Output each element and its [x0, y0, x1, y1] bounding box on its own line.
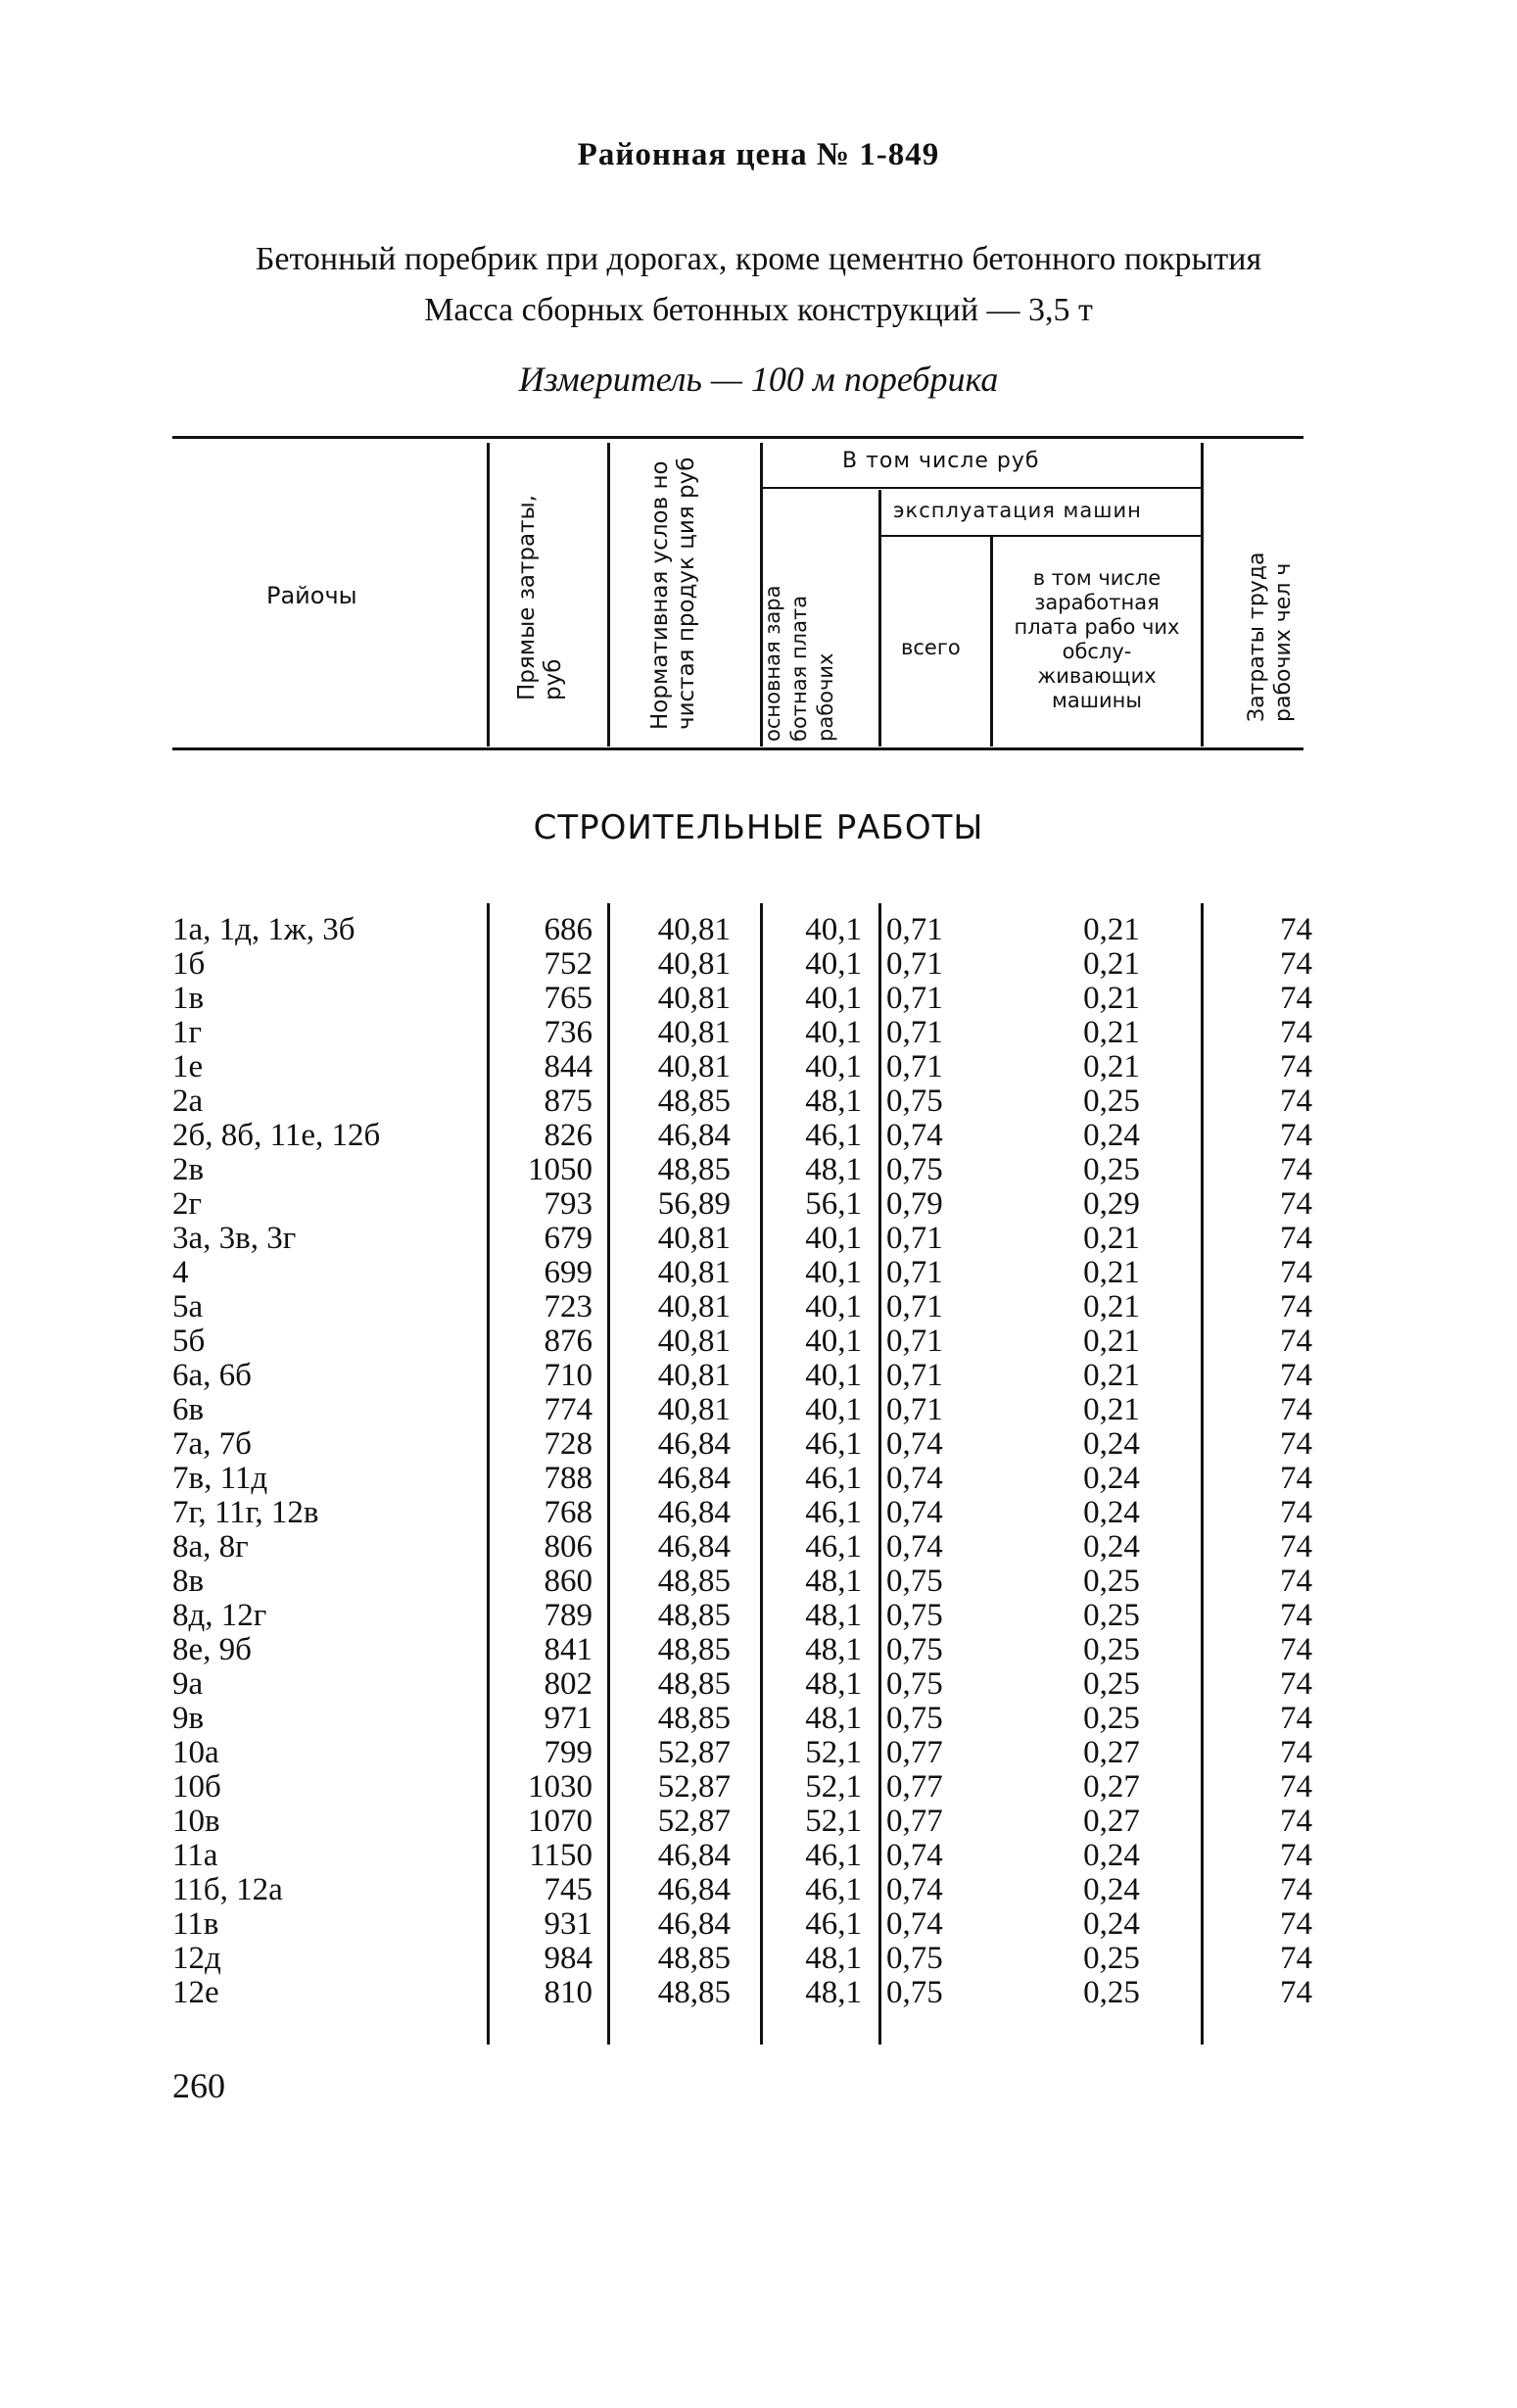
base-wages-cell: 40,1	[805, 1358, 862, 1393]
machine-total-cell: 0,75	[886, 1632, 943, 1667]
machine-total-cell: 0,71	[886, 1289, 943, 1324]
operator-wages-cell: 0,24	[1083, 1426, 1140, 1462]
normative-cell: 46,84	[657, 1426, 731, 1462]
base-wages-cell: 40,1	[805, 1289, 862, 1324]
labor-costs-cell: 74	[1280, 1289, 1312, 1324]
operator-wages-cell: 0,25	[1083, 1941, 1140, 1976]
region-cell: 3а, 3в, 3г	[172, 1221, 297, 1256]
machine-total-cell: 0,74	[886, 1461, 943, 1496]
region-cell: 2а	[172, 1084, 204, 1119]
base-wages-cell: 40,1	[805, 946, 862, 982]
table-row	[0, 1565, 1517, 1599]
table-row	[0, 1496, 1517, 1530]
direct-costs-cell: 826	[544, 1118, 593, 1153]
normative-cell: 40,81	[657, 1255, 731, 1290]
labor-costs-cell: 74	[1280, 1015, 1312, 1050]
machine-total-cell: 0,71	[886, 1392, 943, 1427]
normative-cell: 56,89	[657, 1186, 731, 1222]
base-wages-cell: 52,1	[805, 1804, 862, 1839]
operator-wages-cell: 0,25	[1083, 1701, 1140, 1736]
operator-wages-cell: 0,21	[1083, 1221, 1140, 1256]
subtitle-line-1: Бетонный поребрик при дорогах, кроме цементно бетонного покрытия	[255, 241, 1262, 277]
normative-cell: 48,85	[657, 1598, 731, 1633]
region-cell: 8в	[172, 1564, 205, 1599]
direct-costs-cell: 844	[544, 1049, 593, 1084]
normative-cell: 46,84	[657, 1118, 731, 1153]
machine-total-cell: 0,77	[886, 1769, 943, 1805]
table-header-bottom-rule	[172, 747, 1304, 750]
labor-costs-cell: 74	[1280, 1872, 1312, 1907]
page-number: 260	[172, 2066, 225, 2105]
direct-costs-cell: 799	[544, 1735, 593, 1770]
region-cell: 9а	[172, 1666, 204, 1702]
normative-cell: 40,81	[657, 981, 731, 1016]
region-cell: 11б, 12а	[172, 1872, 283, 1907]
labor-costs-cell: 74	[1280, 1701, 1312, 1736]
region-cell: 2б, 8б, 11е, 12б	[172, 1118, 381, 1153]
table-row	[0, 1805, 1517, 1839]
machine-total-cell: 0,75	[886, 1598, 943, 1633]
base-wages-cell: 46,1	[805, 1529, 862, 1565]
region-cell: 2г	[172, 1186, 203, 1222]
labor-costs-cell: 74	[1280, 1666, 1312, 1702]
header-direct-costs: Прямые затраты, руб	[514, 495, 566, 700]
normative-cell: 40,81	[657, 912, 731, 947]
labor-costs-cell: 74	[1280, 1598, 1312, 1633]
table-row	[0, 1599, 1517, 1633]
table-row	[0, 1667, 1517, 1702]
normative-cell: 46,84	[657, 1872, 731, 1907]
direct-costs-cell: 789	[544, 1598, 593, 1633]
labor-costs-cell: 74	[1280, 1186, 1312, 1222]
machine-total-cell: 0,71	[886, 912, 943, 947]
machine-total-cell: 0,74	[886, 1906, 943, 1942]
normative-cell: 48,85	[657, 1632, 731, 1667]
labor-costs-cell: 74	[1280, 1564, 1312, 1599]
machine-total-cell: 0,74	[886, 1495, 943, 1530]
table-row	[0, 1324, 1517, 1359]
including-underline	[762, 487, 1203, 489]
labor-costs-cell: 74	[1280, 1324, 1312, 1359]
table-row	[0, 1976, 1517, 2010]
labor-costs-cell: 74	[1280, 1221, 1312, 1256]
header-vline-2	[607, 443, 610, 746]
operator-wages-cell: 0,24	[1083, 1118, 1140, 1153]
table-row	[0, 913, 1517, 947]
base-wages-cell: 40,1	[805, 1392, 862, 1427]
machine-total-cell: 0,75	[886, 1975, 943, 2010]
base-wages-cell: 40,1	[805, 1049, 862, 1084]
direct-costs-cell: 768	[544, 1495, 593, 1530]
region-cell: 6а, 6б	[172, 1358, 252, 1393]
base-wages-cell: 46,1	[805, 1906, 862, 1942]
direct-costs-cell: 806	[544, 1529, 593, 1565]
base-wages-cell: 56,1	[805, 1186, 862, 1222]
normative-cell: 46,84	[657, 1838, 731, 1873]
operator-wages-cell: 0,21	[1083, 1358, 1140, 1393]
header-normative-net: Нормативная услов но чистая продук ция руб	[647, 457, 699, 730]
labor-costs-cell: 74	[1280, 1358, 1312, 1393]
labor-costs-cell: 74	[1280, 1495, 1312, 1530]
region-cell: 7г, 11г, 12в	[172, 1495, 319, 1530]
base-wages-cell: 40,1	[805, 1015, 862, 1050]
labor-costs-cell: 74	[1280, 946, 1312, 982]
region-cell: 12д	[172, 1941, 221, 1976]
operator-wages-cell: 0,21	[1083, 946, 1140, 982]
normative-cell: 48,85	[657, 1941, 731, 1976]
base-wages-cell: 40,1	[805, 981, 862, 1016]
labor-costs-cell: 74	[1280, 1049, 1312, 1084]
direct-costs-cell: 802	[544, 1666, 593, 1702]
direct-costs-cell: 1150	[529, 1838, 593, 1873]
section-title: СТРОИТЕЛЬНЫЕ РАБОТЫ	[533, 808, 984, 847]
region-cell: 1г	[172, 1015, 203, 1050]
operator-wages-cell: 0,21	[1083, 1049, 1140, 1084]
table-row	[0, 1256, 1517, 1290]
normative-cell: 48,85	[657, 1152, 731, 1187]
base-wages-cell: 40,1	[805, 912, 862, 947]
machine-total-cell: 0,75	[886, 1941, 943, 1976]
base-wages-cell: 48,1	[805, 1564, 862, 1599]
labor-costs-cell: 74	[1280, 1735, 1312, 1770]
header-vline-5	[990, 537, 993, 746]
region-cell: 2в	[172, 1152, 205, 1187]
machine-total-cell: 0,74	[886, 1872, 943, 1907]
base-wages-cell: 52,1	[805, 1735, 862, 1770]
machine-total-cell: 0,75	[886, 1701, 943, 1736]
region-cell: 8д, 12г	[172, 1598, 267, 1633]
table-row	[0, 1153, 1517, 1187]
operator-wages-cell: 0,21	[1083, 1015, 1140, 1050]
machine-total-cell: 0,71	[886, 946, 943, 982]
region-cell: 5б	[172, 1324, 206, 1359]
region-cell: 8а, 8г	[172, 1529, 249, 1565]
labor-costs-cell: 74	[1280, 1941, 1312, 1976]
direct-costs-cell: 752	[544, 946, 593, 982]
operator-wages-cell: 0,25	[1083, 1152, 1140, 1187]
operator-wages-cell: 0,25	[1083, 1598, 1140, 1633]
normative-cell: 48,85	[657, 1084, 731, 1119]
machine-total-cell: 0,71	[886, 1255, 943, 1290]
direct-costs-cell: 1030	[528, 1769, 593, 1805]
region-cell: 6в	[172, 1392, 205, 1427]
base-wages-cell: 46,1	[805, 1495, 862, 1530]
normative-cell: 46,84	[657, 1906, 731, 1942]
normative-cell: 40,81	[657, 1324, 731, 1359]
normative-cell: 40,81	[657, 1015, 731, 1050]
table-row	[0, 1393, 1517, 1427]
table-row	[0, 1907, 1517, 1942]
labor-costs-cell: 74	[1280, 1769, 1312, 1805]
labor-costs-cell: 74	[1280, 1084, 1312, 1119]
table-row	[0, 947, 1517, 982]
operator-wages-cell: 0,21	[1083, 1289, 1140, 1324]
direct-costs-cell: 728	[544, 1426, 593, 1462]
machine-total-cell: 0,74	[886, 1426, 943, 1462]
table-row	[0, 1427, 1517, 1462]
base-wages-cell: 46,1	[805, 1118, 862, 1153]
base-wages-cell: 48,1	[805, 1941, 862, 1976]
header-including: В том числе руб	[842, 449, 1040, 473]
normative-cell: 52,87	[657, 1735, 731, 1770]
machine-total-cell: 0,75	[886, 1084, 943, 1119]
header-labor-costs: Затраты труда рабочих чел ч	[1245, 552, 1296, 722]
table-row	[0, 1942, 1517, 1976]
normative-cell: 52,87	[657, 1804, 731, 1839]
region-cell: 1а, 1д, 1ж, 3б	[172, 912, 356, 947]
direct-costs-cell: 736	[544, 1015, 593, 1050]
header-vline-1	[487, 443, 490, 746]
normative-cell: 40,81	[657, 1392, 731, 1427]
operator-wages-cell: 0,25	[1083, 1632, 1140, 1667]
operator-wages-cell: 0,24	[1083, 1838, 1140, 1873]
direct-costs-cell: 679	[544, 1221, 593, 1256]
machine-total-cell: 0,71	[886, 1324, 943, 1359]
machine-total-cell: 0,79	[886, 1186, 943, 1222]
subtitle-line-2: Масса сборных бетонных конструкций — 3,5 т	[424, 292, 1093, 328]
header-operator-wages: в том числе заработная плата рабо чих обслу- живающих машины	[1014, 566, 1180, 712]
direct-costs-cell: 971	[544, 1701, 593, 1736]
region-cell: 12е	[172, 1975, 219, 2010]
direct-costs-cell: 745	[544, 1872, 593, 1907]
table-row	[0, 1359, 1517, 1393]
normative-cell: 46,84	[657, 1495, 731, 1530]
operator-wages-cell: 0,27	[1083, 1769, 1140, 1805]
measure-unit: Измеритель — 100 м поребрика	[518, 360, 999, 399]
region-cell: 1б	[172, 946, 206, 982]
operator-wages-cell: 0,24	[1083, 1872, 1140, 1907]
machine-total-cell: 0,71	[886, 1015, 943, 1050]
header-region: Райочы	[266, 582, 357, 609]
operator-wages-cell: 0,24	[1083, 1529, 1140, 1565]
base-wages-cell: 40,1	[805, 1221, 862, 1256]
direct-costs-cell: 810	[544, 1975, 593, 2010]
region-cell: 1в	[172, 981, 205, 1016]
table-row	[0, 1084, 1517, 1119]
table-row	[0, 1839, 1517, 1873]
normative-cell: 40,81	[657, 946, 731, 982]
table-row	[0, 1873, 1517, 1907]
operator-wages-cell: 0,21	[1083, 912, 1140, 947]
base-wages-cell: 46,1	[805, 1838, 862, 1873]
base-wages-cell: 48,1	[805, 1598, 862, 1633]
machine-total-cell: 0,71	[886, 981, 943, 1016]
labor-costs-cell: 74	[1280, 1152, 1312, 1187]
direct-costs-cell: 699	[544, 1255, 593, 1290]
header-vline-4	[878, 490, 881, 746]
base-wages-cell: 48,1	[805, 1701, 862, 1736]
direct-costs-cell: 1050	[528, 1152, 593, 1187]
normative-cell: 48,85	[657, 1564, 731, 1599]
direct-costs-cell: 723	[544, 1289, 593, 1324]
machine-total-cell: 0,74	[886, 1118, 943, 1153]
header-vline-6	[1201, 443, 1204, 746]
direct-costs-cell: 1070	[528, 1804, 593, 1839]
labor-costs-cell: 74	[1280, 1392, 1312, 1427]
operator-wages-cell: 0,21	[1083, 1255, 1140, 1290]
labor-costs-cell: 74	[1280, 1804, 1312, 1839]
machine-total-cell: 0,77	[886, 1804, 943, 1839]
labor-costs-cell: 74	[1280, 1975, 1312, 2010]
operator-wages-cell: 0,21	[1083, 1392, 1140, 1427]
region-cell: 1е	[172, 1049, 204, 1084]
machine-total-cell: 0,71	[886, 1049, 943, 1084]
base-wages-cell: 46,1	[805, 1872, 862, 1907]
base-wages-cell: 52,1	[805, 1769, 862, 1805]
base-wages-cell: 48,1	[805, 1152, 862, 1187]
table-row	[0, 1050, 1517, 1084]
table-row	[0, 1222, 1517, 1256]
page-title: Районная цена № 1-849	[577, 137, 940, 172]
labor-costs-cell: 74	[1280, 1255, 1312, 1290]
region-cell: 10б	[172, 1769, 221, 1805]
normative-cell: 46,84	[657, 1529, 731, 1565]
table-row	[0, 1016, 1517, 1050]
labor-costs-cell: 74	[1280, 1632, 1312, 1667]
base-wages-cell: 48,1	[805, 1975, 862, 2010]
normative-cell: 40,81	[657, 1221, 731, 1256]
machine-total-cell: 0,75	[886, 1564, 943, 1599]
normative-cell: 48,85	[657, 1975, 731, 2010]
direct-costs-cell: 710	[544, 1358, 593, 1393]
operator-wages-cell: 0,21	[1083, 1324, 1140, 1359]
machine-total-cell: 0,75	[886, 1666, 943, 1702]
region-cell: 8е, 9б	[172, 1632, 252, 1667]
table-row	[0, 1462, 1517, 1496]
table-row	[0, 1119, 1517, 1153]
operator-wages-cell: 0,25	[1083, 1084, 1140, 1119]
region-cell: 4	[172, 1255, 189, 1290]
operator-wages-cell: 0,25	[1083, 1564, 1140, 1599]
operator-wages-cell: 0,25	[1083, 1975, 1140, 2010]
direct-costs-cell: 876	[544, 1324, 593, 1359]
base-wages-cell: 46,1	[805, 1461, 862, 1496]
region-cell: 10а	[172, 1735, 219, 1770]
direct-costs-cell: 860	[544, 1564, 593, 1599]
operator-wages-cell: 0,29	[1083, 1186, 1140, 1222]
region-cell: 11в	[172, 1906, 219, 1942]
direct-costs-cell: 793	[544, 1186, 593, 1222]
machine-total-cell: 0,74	[886, 1838, 943, 1873]
base-wages-cell: 48,1	[805, 1084, 862, 1119]
table-row	[0, 982, 1517, 1016]
normative-cell: 46,84	[657, 1461, 731, 1496]
table-top-rule	[172, 436, 1304, 439]
direct-costs-cell: 984	[544, 1941, 593, 1976]
region-cell: 9в	[172, 1701, 205, 1736]
operator-wages-cell: 0,27	[1083, 1735, 1140, 1770]
table-row	[0, 1633, 1517, 1667]
base-wages-cell: 40,1	[805, 1255, 862, 1290]
region-cell: 10в	[172, 1804, 220, 1839]
labor-costs-cell: 74	[1280, 981, 1312, 1016]
table-row	[0, 1770, 1517, 1805]
normative-cell: 40,81	[657, 1358, 731, 1393]
base-wages-cell: 46,1	[805, 1426, 862, 1462]
machine-total-cell: 0,71	[886, 1358, 943, 1393]
operator-wages-cell: 0,25	[1083, 1666, 1140, 1702]
table-row	[0, 1290, 1517, 1324]
header-machine-operation: эксплуатация машин	[893, 499, 1142, 522]
direct-costs-cell: 788	[544, 1461, 593, 1496]
labor-costs-cell: 74	[1280, 1529, 1312, 1565]
base-wages-cell: 40,1	[805, 1324, 862, 1359]
machine-total-cell: 0,71	[886, 1221, 943, 1256]
operator-wages-cell: 0,27	[1083, 1804, 1140, 1839]
labor-costs-cell: 74	[1280, 1118, 1312, 1153]
operator-wages-cell: 0,21	[1083, 981, 1140, 1016]
header-total: всего	[901, 636, 961, 659]
labor-costs-cell: 74	[1280, 1461, 1312, 1496]
machine-underline	[879, 535, 1203, 537]
region-cell: 5а	[172, 1289, 204, 1324]
direct-costs-cell: 686	[544, 912, 593, 947]
base-wages-cell: 48,1	[805, 1666, 862, 1702]
labor-costs-cell: 74	[1280, 912, 1312, 947]
table-row	[0, 1736, 1517, 1770]
region-cell: 11а	[172, 1838, 218, 1873]
base-wages-cell: 48,1	[805, 1632, 862, 1667]
operator-wages-cell: 0,24	[1083, 1906, 1140, 1942]
region-cell: 7в, 11д	[172, 1461, 268, 1496]
machine-total-cell: 0,77	[886, 1735, 943, 1770]
normative-cell: 40,81	[657, 1289, 731, 1324]
table-row	[0, 1530, 1517, 1565]
direct-costs-cell: 841	[544, 1632, 593, 1667]
region-cell: 7а, 7б	[172, 1426, 252, 1462]
direct-costs-cell: 875	[544, 1084, 593, 1119]
table-row	[0, 1702, 1517, 1736]
operator-wages-cell: 0,24	[1083, 1495, 1140, 1530]
direct-costs-cell: 774	[544, 1392, 593, 1427]
labor-costs-cell: 74	[1280, 1838, 1312, 1873]
normative-cell: 40,81	[657, 1049, 731, 1084]
direct-costs-cell: 765	[544, 981, 593, 1016]
table-row	[0, 1187, 1517, 1222]
normative-cell: 48,85	[657, 1701, 731, 1736]
machine-total-cell: 0,74	[886, 1529, 943, 1565]
labor-costs-cell: 74	[1280, 1906, 1312, 1942]
operator-wages-cell: 0,24	[1083, 1461, 1140, 1496]
normative-cell: 52,87	[657, 1769, 731, 1805]
direct-costs-cell: 931	[544, 1906, 593, 1942]
normative-cell: 48,85	[657, 1666, 731, 1702]
machine-total-cell: 0,75	[886, 1152, 943, 1187]
header-base-wages: основная зара ботная плата рабочих	[761, 585, 837, 742]
labor-costs-cell: 74	[1280, 1426, 1312, 1462]
